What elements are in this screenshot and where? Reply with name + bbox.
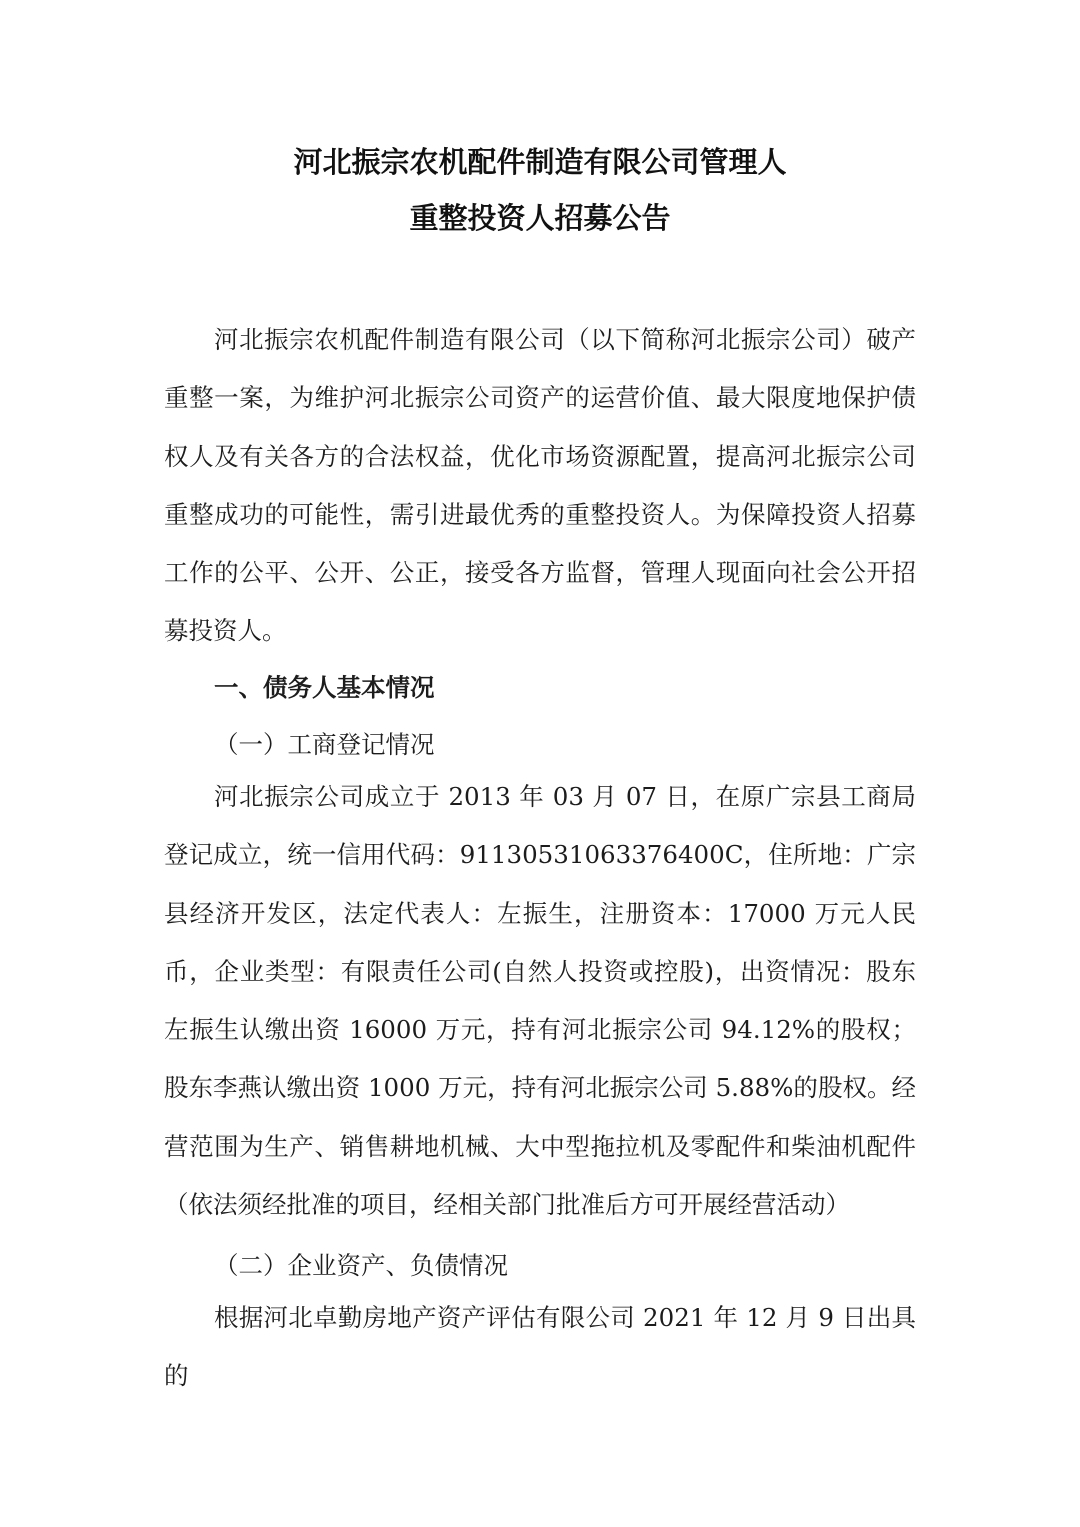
- subsection-heading-registration: （一）工商登记情况: [214, 730, 435, 759]
- intro-paragraph: 河北振宗农机配件制造有限公司（以下简称河北振宗公司）破产重整一案，为维护河北振宗公司资产的运营价值、最大限度地保护债权人及有关各方的合法权益，优化市场资源配置，提高河北振宗公司重整成功的可能性，需引进最优秀的重整投资人。为保障投资人招募工作的公平、公开、公正，接受各方监督，管理人现面向社会公开招募投资人。: [164, 325, 916, 646]
- subsection-heading-assets-liabilities: （二）企业资产、负债情况: [214, 1251, 508, 1280]
- section-heading-debtor-info: 一、债务人基本情况: [214, 673, 435, 702]
- document-title-line1: 河北振宗农机配件制造有限公司管理人: [293, 145, 787, 179]
- document-title-line2: 重整投资人招募公告: [409, 201, 671, 235]
- assets-paragraph: 根据河北卓勤房地产资产评估有限公司 2021 年 12 月 9 日出具的: [164, 1303, 916, 1391]
- registration-paragraph: 河北振宗公司成立于 2013 年 03 月 07 日，在原广宗县工商局登记成立，统一信用代码：91130531063376400C，住所地：广宗县经济开发区，法定代表人：左振生，注册资本：17000 万元人民币，企业类型：有限责任公司(自然人投资或控股)，出资情况：股东左振生认缴出资 16000 万元，持有河北振宗公司 94.12%的股权；股东李燕认缴出资 1000 万元，持有河北振宗公司 5.88%的股权。经营范围为生产、销售耕地机械、大中型拖拉机及零配件和柴油机配件（依法须经批准的项目，经相关部门批准后方可开展经营活动）: [164, 782, 916, 1220]
